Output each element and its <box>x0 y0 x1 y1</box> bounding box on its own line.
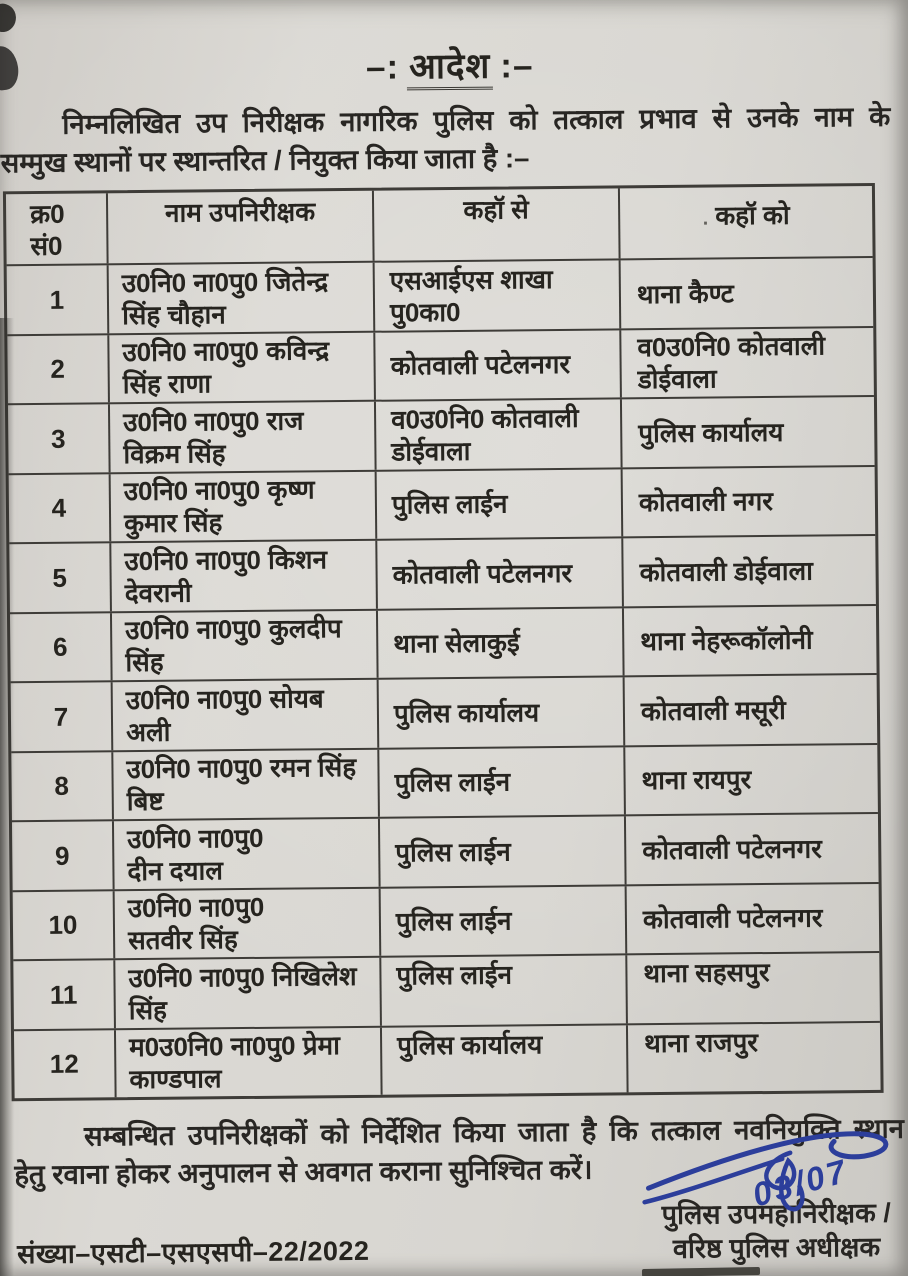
row-to-location: थाना राजपुर <box>626 1022 881 1092</box>
table-row <box>13 881 880 959</box>
intro-line-1: निम्नलिखित उप निरीक्षक नागरिक पुलिस को तत्काल प्रभाव से उनके नाम के <box>62 100 891 140</box>
designation-line-1: पुलिस उपमहानिरीक्षक / <box>661 1197 891 1231</box>
document-title <box>0 38 904 94</box>
stray-dot-artifact: . <box>702 207 709 230</box>
row-to-location: थाना रायपुर <box>623 744 878 814</box>
closing-line-2: हेतु रवाना होकर अनुपालन से अवगत कराना सुनिश्चित करें। <box>14 1153 593 1191</box>
row-serial-number: 7 <box>53 701 69 732</box>
table-row <box>11 742 878 820</box>
row-from-location: व0उ0नि0 कोतवाली डोईवाला <box>374 399 621 469</box>
cut-off-text-artifact <box>642 1267 760 1276</box>
table-row <box>7 325 874 403</box>
row-officer-name: उ0नि0 ना0पु0 किशन देवरानी <box>109 541 376 611</box>
signature-date-note: 03/07 <box>748 1151 853 1214</box>
row-serial-number: 3 <box>50 423 66 454</box>
designation-line-2: वरिष्ठ पुलिस अधीक्षक <box>672 1231 881 1264</box>
row-to-location: कोतवाली मसूरी <box>623 675 878 745</box>
title-suffix: :– <box>500 46 534 86</box>
table-row <box>12 812 879 890</box>
title-prefix: –: <box>365 47 400 87</box>
row-officer-name: उ0नि0 ना0पु0 सोयब अली <box>111 680 378 750</box>
row-from-location: पुलिस लाईन <box>375 469 622 539</box>
intro-paragraph <box>0 98 905 183</box>
table-row <box>9 464 876 542</box>
closing-line-1: सम्बन्धित उपनिरीक्षकों को निर्देशित किया जाता है कि तत्काल नवनियुक्ति स्थान <box>83 1112 905 1152</box>
transfer-table <box>3 183 884 1101</box>
row-to-location: पुलिस कार्यालय <box>620 397 875 467</box>
row-to-location: व0उ0नि0 कोतवाली डोईवाला <box>619 327 874 397</box>
row-serial-number: 8 <box>54 770 70 802</box>
row-to-location: कोतवाली पटेलनगर <box>625 883 880 953</box>
table-row <box>14 1020 881 1098</box>
row-from-location: पुलिस लाईन <box>379 955 626 1025</box>
row-from-location: कोतवाली पटेलनगर <box>375 538 622 608</box>
row-serial-number: 4 <box>51 492 67 524</box>
scan-edge-shadow <box>0 318 14 1276</box>
header-from-location: कहॉ से <box>372 188 619 260</box>
row-officer-name: उ0नि0 ना0पु0 दीन दयाल <box>112 819 379 889</box>
row-from-location: थाना सेलाकुई <box>376 608 623 678</box>
table-header-row <box>6 186 873 264</box>
intro-line-2: सम्मुख स्थानों पर स्थान्तरित / नियुक्त किया जाता है :– <box>0 142 530 179</box>
row-officer-name: उ0नि0 ना0पु0 कृष्ण कुमार सिंह <box>109 471 376 541</box>
table-row <box>13 951 880 1029</box>
row-serial-number: 1 <box>49 284 65 315</box>
row-from-location: पुलिस कार्यालय <box>377 677 624 747</box>
header-serial-line2: सं0 <box>30 230 63 262</box>
reference-number: संख्या–एसटी–एसएसपी–22/2022 <box>16 1235 370 1270</box>
header-serial-number <box>6 193 107 264</box>
table-row <box>10 603 877 681</box>
table-row <box>7 256 874 334</box>
row-serial-number: 6 <box>52 631 68 663</box>
title-word: आदेश <box>407 47 493 91</box>
row-to-location: कोतवाली नगर <box>621 466 876 536</box>
row-from-location: कोतवाली पटेलनगर <box>373 330 620 400</box>
row-serial-number: 11 <box>49 979 78 1010</box>
table-row <box>9 534 876 612</box>
row-from-location: पुलिस कार्यालय <box>380 1025 627 1095</box>
row-from-location: पुलिस लाईन <box>378 816 625 886</box>
header-officer-name: नाम उपनिरीक्षक <box>106 191 373 264</box>
row-from-location: एसआईएस शाखा पु0का0 <box>373 260 620 330</box>
row-serial-number: 10 <box>48 909 78 941</box>
row-to-location: थाना सहसपुर <box>625 953 880 1023</box>
row-officer-name: म0उ0नि0 ना0पु0 प्रेमा काण्डपाल <box>114 1027 381 1097</box>
row-from-location: पुलिस लाईन <box>377 747 624 817</box>
header-serial-line1: क्र0 <box>29 198 65 230</box>
header-to-location: . कहॉ को <box>618 186 873 258</box>
row-officer-name: उ0नि0 ना0पु0 कविन्द्र सिंह राणा <box>107 332 374 402</box>
row-to-location: कोतवाली डोईवाला <box>621 536 876 606</box>
row-serial-number: 9 <box>54 840 70 871</box>
row-officer-name: उ0नि0 ना0पु0 राज विक्रम सिंह <box>108 402 375 472</box>
row-officer-name: उ0नि0 ना0पु0 सतवीर सिंह <box>113 888 380 958</box>
row-to-location: थाना नेहरूकॉलोनी <box>622 605 877 675</box>
row-from-location: पुलिस लाईन <box>379 886 626 956</box>
row-officer-name: उ0नि0 ना0पु0 जितेन्द्र सिंह चौहान <box>107 263 374 333</box>
row-serial-number: 5 <box>52 562 68 593</box>
row-serial-number: 2 <box>50 353 66 385</box>
table-row <box>8 395 875 473</box>
row-officer-name: उ0नि0 ना0पु0 कुलदीप सिंह <box>110 610 377 680</box>
row-officer-name: उ0नि0 ना0पु0 निखिलेश सिंह <box>113 958 380 1028</box>
row-to-location: कोतवाली पटेलनगर <box>624 814 879 884</box>
table-row <box>11 673 878 751</box>
row-serial-number: 12 <box>49 1048 79 1080</box>
row-officer-name: उ0नि0 ना0पु0 रमन सिंह बिष्ट <box>111 749 378 819</box>
row-to-location: थाना कैण्ट <box>619 258 874 328</box>
